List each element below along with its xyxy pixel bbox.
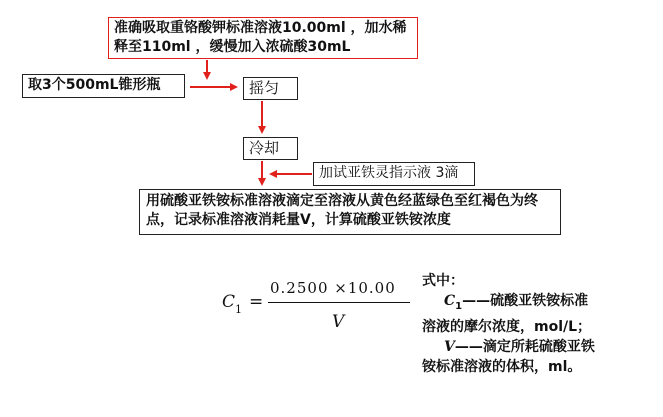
formula-legend (422, 271, 652, 377)
titrate-step-text: 用硫酸亚铁铵标准溶液滴定至溶液从黄色经蓝绿色至红褐色为终点，记录标准溶液消耗量V，计算硫酸亚铁铵浓度 (146, 193, 538, 228)
flask-step-text: 取3个500mL锥形瓶 (28, 77, 161, 93)
cool-step-text: 冷却 (249, 139, 280, 157)
legend-c1-desc-a: ——硫酸亚铁铵标准 (462, 293, 589, 309)
formula-lhs-symbol: C (222, 292, 236, 312)
formula-equals: = (249, 292, 264, 312)
legend-c1-symbol: C (444, 293, 456, 309)
legend-intro: 式中： (422, 273, 464, 289)
formula-lhs (222, 292, 243, 317)
formula-lhs-subscript: 1 (235, 303, 243, 317)
legend-c1-desc-b: 溶液的摩尔浓度，mol/L； (422, 318, 592, 335)
legend-c1-line (422, 291, 652, 317)
indicator-step-text: 加试亚铁灵指示液 3滴 (319, 165, 459, 181)
formula-numerator: 0.2500 ×10.00 (270, 279, 396, 297)
legend-v-desc-a: ——滴定所耗硫酸亚铁 (454, 338, 595, 355)
formula-fraction-bar (268, 302, 410, 303)
shake-step-text: 摇匀 (249, 79, 280, 97)
legend-v-line (422, 337, 652, 357)
legend-c1-subscript: 1 (455, 300, 463, 312)
legend-v-desc-b: 铵标准溶液的体积，ml。 (422, 358, 582, 375)
pipette-step-text: 准确吸取重铬酸钾标准溶液10.00ml ，加水稀释至110ml ，缓慢加入浓硫酸30mL (114, 20, 407, 55)
formula-denominator: V (332, 312, 345, 332)
legend-v-symbol: V (444, 338, 455, 355)
